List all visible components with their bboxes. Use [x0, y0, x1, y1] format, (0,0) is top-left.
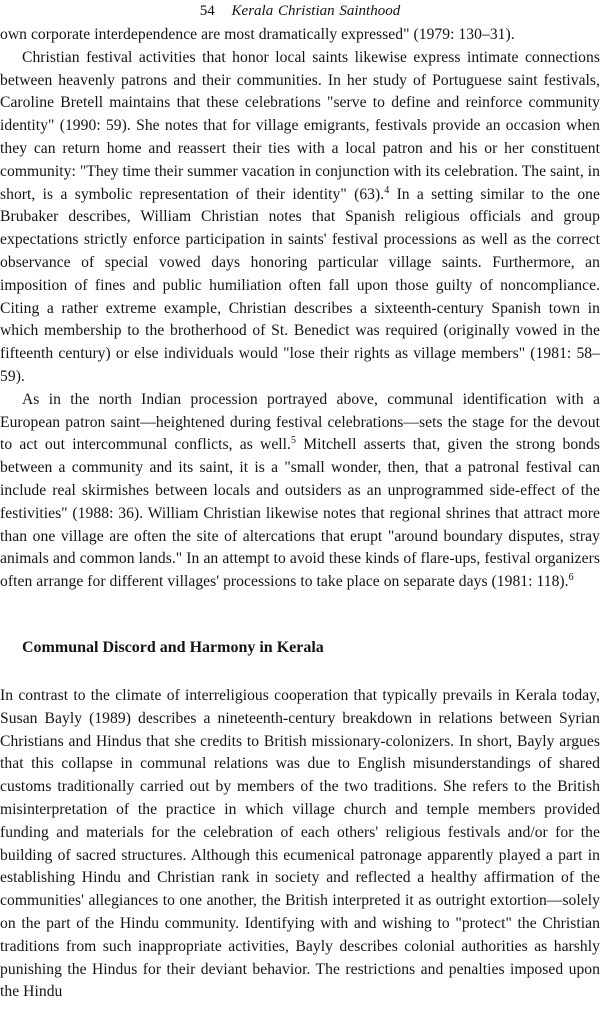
paragraph: In contrast to the climate of interreligious cooperation that typically prevails in Kerala today, Susan Bayly (1989) describes a nineteenth-century breakdown in relations between Syrian Christians and Hindus that she credits to British missionary-colonizers. In short, Bayly argues that this collapse in communal relations was due to English misunderstandings of shared customs traditionally carried out by members of the two traditions. She refers to the British misinterpretation of the practice in which village church and temple members provided funding and materials for the celebration of each others' religious festivals and/or for the building of sacred structures. Although this ecumenical patronage apparently played a part in establishing Hindu and Christian rank in society and reflected a healthy affirmation of the communities' allegiances to one another, the British interpreted it as outright extortion—solely on the part of the Hindu community. Identifying with and wishing to "protect" the Christian traditions from such inappropriate activities, Bayly describes colonial authorities as harshly punishing the Hindus for their deviant behavior. The restrictions and penalties imposed upon the Hindu [0, 687, 600, 1001]
footnote-marker: 4 [384, 184, 390, 196]
book-title: Kerala Christian Sainthood [231, 3, 401, 19]
page-number: 54 [199, 3, 215, 19]
paragraph: own corporate interdependence are most dramatically expressed" (1979: 130–31). [0, 26, 515, 43]
body-text-top [0, 24, 600, 594]
body-text-bottom [0, 685, 600, 1004]
paragraph: As in the north Indian procession portrayed above, communal identification with a European patron saint—heightened during festival celebrations—sets the stage for the devout to act out intercommunal conflicts, as well.$^5$ Mitchell asserts that, given the strong bonds between a community and its saint, it is a "small wonder, then, that a patronal festival can include real skirmishes between locals and outsiders as an unprogrammed side-effect of the festivities" (1988: 36). William Christian likewise notes that regional shrines that attract more than one village are often the site of altercations that erupt "around boundary disputes, stray animals and common lands." In an attempt to avoid these kinds of flare-ups, festival organizers often arrange for different villages' processions to take place on separate days (1981: 118).$^6$ [0, 390, 600, 591]
section-heading: Communal Discord and Harmony in Kerala [22, 639, 324, 656]
running-header [0, 1, 600, 21]
footnote-marker: 5 [291, 435, 297, 447]
footnote-marker: 6 [568, 571, 574, 583]
paragraph: Christian festival activities that honor local saints likewise express intimate connections between heavenly patrons and their communities. In her study of Portuguese saint festivals, Caroline Bretell maintains that these celebrations "serve to define and reinforce community identity" (1990: 59). She notes that for village emigrants, festivals provide an occasion when they can return home and reassert their ties with a local patron and his or her constituent community: "They time their summer vacation in conjunction with its celebration. The saint, in short, is a symbolic representation of their identity" (63).$^4$ In a setting similar to the one Brubaker describes, William Christian notes that Spanish religious officials and group expectations strictly enforce participation in saints' festival processions as well as the correct observance of special vowed days honoring particular village saints. Furthermore, an imposition of fines and public humiliation often fall upon those guilty of noncompliance. Citing a rather extreme example, Christian describes a sixteenth-century Spanish town in which membership to the brotherhood of St. Benedict was required (originally vowed in the fifteenth century) or else individuals would "lose their rights as village members" (1981: 58–59). [0, 48, 600, 385]
